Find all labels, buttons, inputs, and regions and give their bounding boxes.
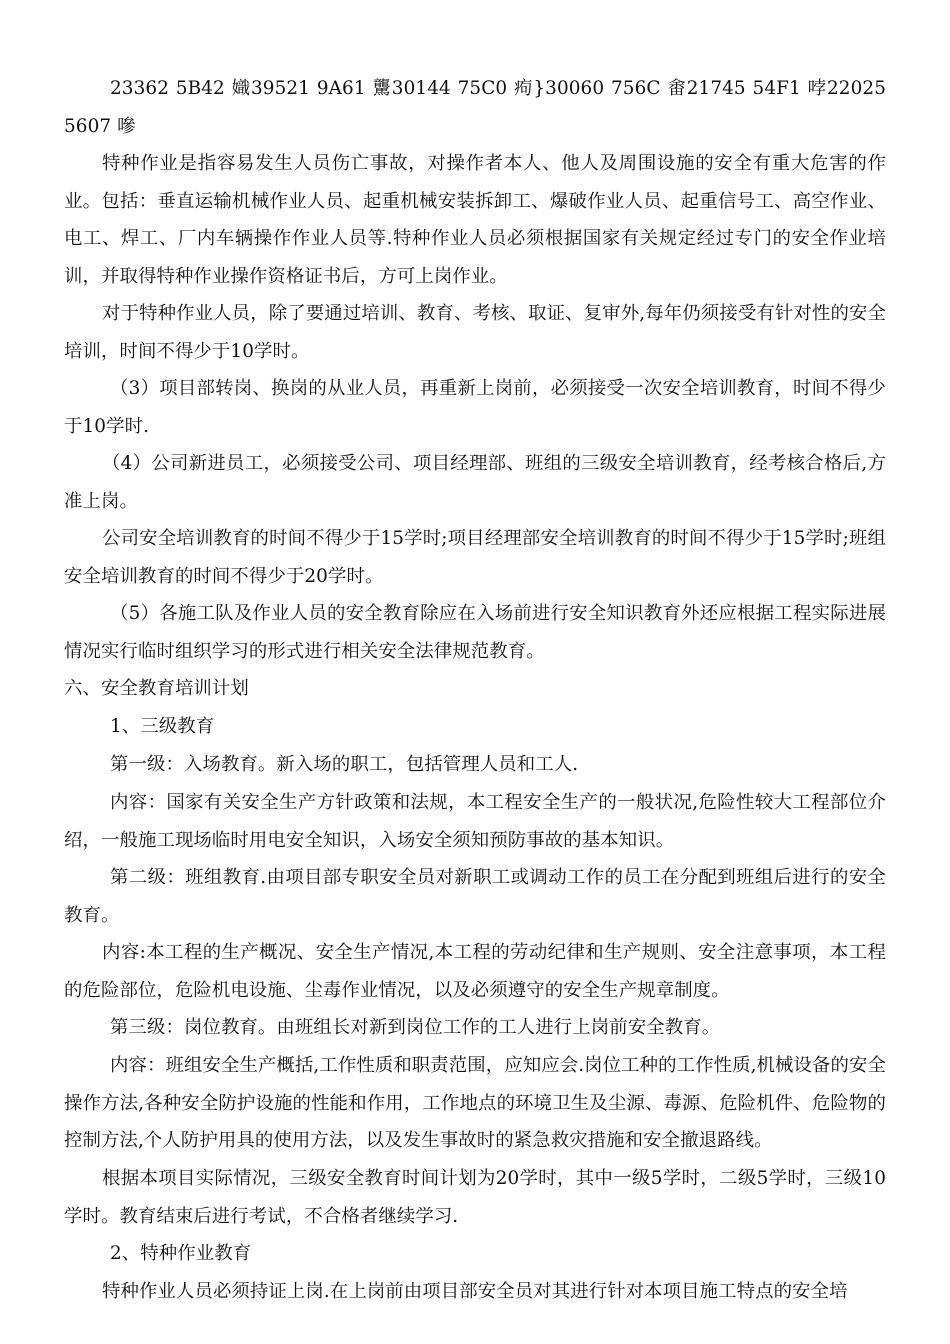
subheading-three-level-education: 1、三级教育 bbox=[110, 716, 215, 737]
subheading-special-operations-education: 2、特种作业教育 bbox=[110, 1243, 252, 1264]
paragraph-certification-requirement: 特种作业人员必须持证上岗.在上岗前由项目部安全员对其进行针对本项目施工特点的安全培 bbox=[102, 1281, 848, 1302]
paragraph-item-4: （4）公司新进员工，必须接受公司、项目经理部、班组的三级安全培训教育，经考核合格后,方准上岗。 bbox=[64, 453, 886, 512]
paragraph-level-1: 第一级：入场教育。新入场的职工，包括管理人员和工人. bbox=[110, 754, 579, 775]
paragraph-training-hours: 公司安全培训教育的时间不得少于15学时;项目经理部安全培训教育的时间不得少于15学时;班组安全培训教育的时间不得少于20学时。 bbox=[64, 528, 886, 587]
paragraph-level-1-content: 内容：国家有关安全生产方针政策和法规，本工程安全生产的一般状况,危险性较大工程部位介绍，一般施工现场临时用电安全知识，入场安全须知预防事故的基本知识。 bbox=[64, 792, 886, 851]
paragraph-level-2-content: 内容:本工程的生产概况、安全生产情况,本工程的劳动纪律和生产规则、安全注意事项，本工程的危险部位，危险机电设施、尘毒作业情况，以及必须遵守的安全生产规章制度。 bbox=[64, 942, 886, 1001]
paragraph-item-5: （5）各施工队及作业人员的安全教育除应在入场前进行安全知识教育外还应根据工程实际进展情况实行临时组织学习的形式进行相关安全法律规范教育。 bbox=[64, 603, 886, 662]
paragraph-special-operations-training: 对于特种作业人员，除了要通过培训、教育、考核、取证、复审外,每年仍须接受有针对性的安全培训，时间不得少于10学时。 bbox=[64, 303, 886, 362]
paragraph-special-operations-definition: 特种作业是指容易发生人员伤亡事故，对操作者本人、他人及周围设施的安全有重大危害的作业。包括：垂直运输机械作业人员、起重机械安装拆卸工、爆破作业人员、起重信号工、高空作业、电工、焊工、厂内车辆操作作业人员等.特种作业人员必须根据国家有关规定经过专门的安全作业培训，并取得特种作业操作资格证书后，方可上岗作业。 bbox=[64, 153, 886, 287]
encoded-text-line: 23362 5B42 嬂39521 9A61 驡30144 75C0 痀}30060 756C 畬21745 54F1 哱22025 5607 嘇 bbox=[64, 78, 886, 137]
paragraph-education-plan: 根据本项目实际情况，三级安全教育时间计划为20学时，其中一级5学时，二级5学时，三级10学时。教育结束后进行考试，不合格者继续学习. bbox=[64, 1168, 886, 1227]
paragraph-level-2: 第二级：班组教育.由项目部专职安全员对新职工或调动工作的员工在分配到班组后进行的安全教育。 bbox=[64, 867, 886, 926]
paragraph-level-3-content: 内容：班组安全生产概括,工作性质和职责范围，应知应会.岗位工种的工作性质,机械设备的安全操作方法,各种安全防护设施的性能和作用，工作地点的环境卫生及尘源、毒源、危险机件、危险物的控制方法,个人防护用具的使用方法，以及发生事故时的紧急救灾措施和安全撤退路线。 bbox=[64, 1055, 886, 1152]
paragraph-level-3: 第三级：岗位教育。由班组长对新到岗位工作的工人进行上岗前安全教育。 bbox=[110, 1017, 721, 1038]
paragraph-item-3: （3）项目部转岗、换岗的从业人员，再重新上岗前，必须接受一次安全培训教育，时间不得少于10学时. bbox=[64, 378, 886, 437]
section-heading-6: 六、安全教育培训计划 bbox=[64, 678, 249, 699]
